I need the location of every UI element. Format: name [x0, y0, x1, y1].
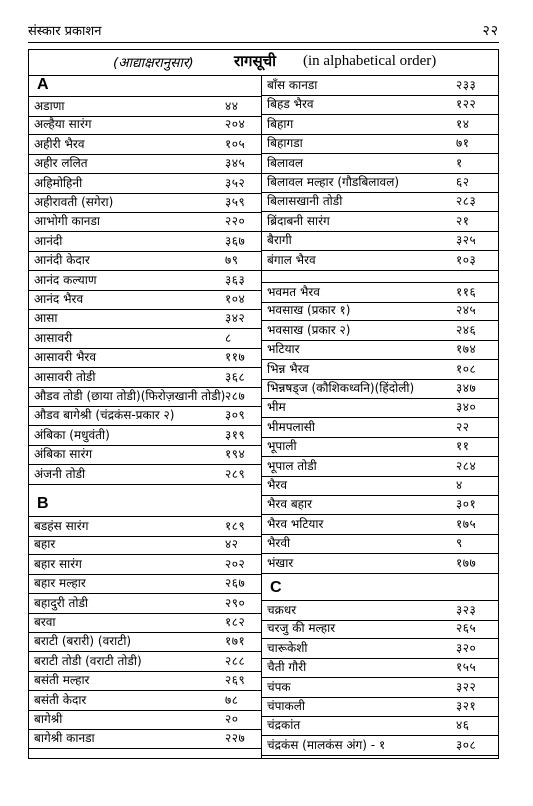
page-ref: १०३ [456, 252, 477, 267]
raga-name: बैरागी [267, 233, 292, 248]
page-ref: ४६ [456, 718, 470, 733]
raga-name: भूपाली [267, 439, 297, 454]
raga-name: भीमपलासी [267, 419, 316, 434]
index-entry [262, 716, 499, 736]
index-entry [29, 115, 261, 135]
page-ref: ८ [225, 330, 232, 345]
index-entry [29, 710, 261, 730]
index-entry [262, 398, 499, 418]
index-title: रागसूची [234, 52, 277, 70]
page-ref: २२० [225, 214, 246, 229]
raga-name: बसंती मल्हार [34, 673, 90, 688]
page-ref: ७८ [225, 692, 239, 707]
index-entry [29, 406, 261, 426]
left-column [29, 76, 261, 758]
page-ref: २६५ [456, 621, 477, 636]
raga-name: अहीरावती (सगेरा) [34, 195, 114, 209]
page-ref: ३४५ [225, 156, 246, 171]
raga-name: आसावरी तोडी [34, 369, 96, 384]
page-ref: २८८ [225, 653, 246, 668]
page-ref: २३३ [456, 78, 477, 92]
raga-name: बहार सारंग [34, 556, 82, 571]
index-entry [29, 465, 261, 485]
raga-name: भैरव [267, 478, 288, 492]
index-entry [29, 348, 261, 368]
page-ref: ४२ [225, 537, 239, 552]
raga-name: अहीरी भैरव [34, 136, 85, 151]
page-ref: २०२ [225, 556, 246, 571]
index-entry [262, 231, 499, 251]
page-ref: २२ [456, 419, 470, 434]
raga-name: भिन्नषड्ज (कौशिकध्वनि)(हिंदोली) [267, 381, 415, 395]
index-entry [29, 516, 261, 537]
raga-name: बराटी तोडी (वराटी तोडी) [34, 653, 142, 668]
page-ref: २४६ [456, 322, 477, 337]
page-ref: १७१ [225, 634, 246, 649]
index-entry [262, 736, 499, 756]
index-entry [29, 632, 261, 652]
raga-name: चंद्रकांत [267, 718, 301, 733]
raga-name: बराटी (बरारी) (वराटी) [34, 634, 132, 649]
page-ref: २८३ [456, 194, 477, 209]
index-entry [29, 232, 261, 252]
page-ref: ३६७ [225, 233, 246, 248]
page-ref: २८७ [225, 389, 246, 403]
raga-name: आसावरी [34, 330, 73, 345]
page-ref: ३०१ [456, 497, 477, 512]
index-entry [262, 340, 499, 360]
raga-name: बहार [34, 537, 56, 552]
index-entry [29, 271, 261, 291]
raga-name: बिलावल मल्हार (गौडबिलावल) [267, 175, 400, 189]
page-ref: २४५ [456, 303, 477, 318]
index-entry [29, 174, 261, 194]
index-entry [262, 678, 499, 698]
index-entry [29, 135, 261, 155]
raga-name: बिलावल [267, 155, 304, 170]
index-entry [262, 251, 499, 271]
page-ref: ३४७ [456, 381, 477, 395]
raga-name: बडहंस सारंग [34, 519, 89, 533]
index-entry [262, 457, 499, 477]
publisher-name: संस्कार प्रकाशन [28, 24, 102, 39]
index-entry [29, 368, 261, 388]
page-ref: २६७ [225, 576, 246, 591]
page-ref: ३२२ [456, 679, 477, 694]
page-ref: ९ [456, 536, 463, 551]
right-column [262, 76, 499, 758]
raga-name: चंपक [267, 679, 291, 694]
raga-name: अल्हैया सारंग [34, 117, 92, 132]
raga-name: बागेश्री [34, 712, 63, 726]
index-entry [262, 321, 499, 341]
index-entry [262, 600, 499, 621]
index-entry [262, 379, 499, 399]
index-entry [262, 212, 499, 232]
page-ref: ६२ [456, 175, 470, 189]
raga-name: चारूकेशी [267, 640, 308, 655]
raga-name: भवमत भैरव [267, 285, 320, 299]
raga-name: भंखार [267, 555, 294, 570]
index-entry [262, 495, 499, 515]
title-english-note: (in alphabetical order) [303, 53, 437, 69]
section-letter: C [270, 579, 282, 596]
raga-name: भैरवी [267, 536, 291, 551]
page-ref: २९० [225, 595, 246, 610]
page-ref: ३५९ [225, 195, 246, 209]
index-entry [29, 212, 261, 232]
index-entry [29, 445, 261, 465]
index-title-row [29, 50, 498, 76]
raga-name: भैरव भटियार [267, 516, 324, 531]
raga-name: भवसाख (प्रकार २) [267, 322, 351, 337]
index-entry [29, 691, 261, 711]
page-ref: ३२३ [456, 603, 477, 617]
index-entry [262, 134, 499, 154]
page-ref: १ [456, 155, 463, 170]
page-ref: ३०८ [456, 737, 477, 752]
page-ref: ७९ [225, 253, 239, 268]
page-ref: ३१९ [225, 427, 246, 442]
page-ref: २०४ [225, 117, 246, 132]
raga-name: अहिमोहिनी [34, 175, 83, 190]
raga-name: भूपाल तोडी [267, 458, 317, 473]
index-entry [262, 115, 499, 135]
raga-index-table [28, 49, 499, 759]
raga-name: आसावरी भैरव [34, 350, 97, 365]
page-ref: ११६ [456, 285, 477, 299]
index-entry [262, 360, 499, 380]
page-ref: ११ [456, 439, 470, 454]
raga-name: भिन्न भैरव [267, 361, 310, 376]
raga-name: ब्रिंदाबनी सारंग [267, 213, 330, 228]
index-entry [29, 154, 261, 174]
page-ref: १७४ [456, 342, 477, 357]
raga-name: आसा [34, 311, 58, 326]
page-ref: ३५२ [225, 175, 246, 190]
index-entry [262, 437, 499, 457]
page-ref: २८९ [225, 466, 246, 481]
page-ref: १०८ [456, 361, 477, 376]
raga-name: आनंदी [34, 233, 63, 248]
index-entry [29, 594, 261, 614]
raga-name: आनंद भैरव [34, 292, 84, 306]
index-entry [262, 418, 499, 438]
index-entry [262, 476, 499, 496]
index-entry [29, 729, 261, 749]
page-ref: १२२ [456, 97, 477, 112]
index-entry [262, 515, 499, 535]
raga-name: चैती गौरी [267, 660, 307, 675]
page-ref: १०५ [225, 136, 246, 151]
page-ref: २१ [456, 213, 470, 228]
raga-name: अंबिका सारंग [34, 447, 93, 462]
page-ref: ३४२ [225, 311, 246, 326]
raga-name: अंजनी तोडी [34, 466, 86, 481]
index-entry [262, 76, 499, 96]
index-entry [29, 613, 261, 633]
raga-name: बिहाग [267, 116, 294, 131]
raga-name: भटियार [267, 342, 300, 357]
page-ref: १७५ [456, 516, 477, 531]
page-ref: १७७ [456, 555, 477, 570]
index-entry [29, 671, 261, 691]
raga-name: आभोगी कानडा [34, 214, 100, 229]
page-ref: ३२० [456, 640, 477, 655]
page-ref: २६९ [225, 673, 246, 688]
page-ref: ४ [456, 478, 463, 492]
index-entry [262, 173, 499, 193]
raga-name: चरजु की मल्हार [267, 621, 336, 636]
index-entry [29, 555, 261, 575]
page-ref: २८४ [456, 458, 477, 473]
header-rule [28, 42, 499, 43]
raga-name: भीम [267, 400, 286, 415]
raga-name: अंबिका (मधुवंती) [34, 427, 110, 442]
page-ref: १९४ [225, 447, 246, 462]
section-letter: B [37, 495, 49, 512]
raga-name: औडव तोडी (छाया तोडी)(फिरोज़खानी तोडी) [34, 389, 226, 403]
raga-name: औडव बागेश्री (चंद्रकंस-प्रकार २) [34, 408, 175, 423]
raga-name: बागेश्री कानडा [34, 731, 95, 746]
section-letter: A [37, 76, 49, 93]
raga-name: बिहड भैरव [267, 97, 314, 112]
page-ref: २२७ [225, 731, 246, 746]
raga-name: चंद्रकंस (मालकंस अंग) - १ [267, 737, 386, 752]
index-entry [262, 639, 499, 659]
raga-name: अडाणा [34, 99, 65, 113]
title-alphabetical-note: (आद्याक्षरानुसार) [113, 55, 194, 71]
raga-name: बिहागडा [267, 136, 303, 151]
page-ref: ७१ [456, 136, 470, 151]
index-entry [29, 426, 261, 446]
page-ref: १८९ [225, 519, 246, 533]
index-entry [29, 574, 261, 594]
raga-name: बहार मल्हार [34, 576, 86, 591]
page-ref: ३४० [456, 400, 477, 415]
raga-name: बरवा [34, 615, 56, 629]
raga-name: बसंती केदार [34, 692, 87, 707]
page-ref: १५५ [456, 660, 477, 675]
raga-name: बंगाल भैरव [267, 252, 316, 267]
index-entry [262, 658, 499, 678]
index-entry [262, 95, 499, 115]
index-entry [29, 309, 261, 329]
raga-name: आनंदी केदार [34, 253, 90, 268]
index-entry [262, 192, 499, 212]
raga-name: आनंद कल्याण [34, 272, 97, 287]
page-ref: ३६८ [225, 369, 246, 384]
index-entry [262, 282, 499, 303]
index-entry [262, 697, 499, 717]
raga-name: बिलासखानी तोडी [267, 194, 343, 209]
page-ref: ३०९ [225, 408, 246, 423]
index-entry [262, 554, 499, 574]
page-ref: ३६३ [225, 272, 246, 287]
raga-name: अहीर ललित [34, 156, 88, 171]
raga-name: चंपाकली [267, 699, 306, 713]
index-entry [29, 96, 261, 117]
index-entry [29, 387, 261, 407]
index-entry [29, 329, 261, 349]
raga-name: बहादुरी तोडी [34, 595, 89, 610]
page-number: २२ [482, 22, 499, 39]
raga-name: चक्रधर [267, 603, 297, 617]
index-entry [262, 301, 499, 321]
page-ref: ४४ [225, 99, 239, 113]
page-ref: १०४ [225, 292, 246, 306]
index-entry [29, 652, 261, 672]
page-ref: ३२५ [456, 233, 477, 248]
index-entry [29, 251, 261, 271]
page-ref: ३२१ [456, 699, 477, 713]
raga-name: भैरव बहार [267, 497, 313, 512]
index-entry [262, 154, 499, 174]
page-ref: १८२ [225, 615, 246, 629]
page-ref: २० [225, 712, 239, 726]
index-entry [29, 290, 261, 310]
index-entry [29, 535, 261, 555]
raga-name: बाँस कानडा [267, 78, 318, 92]
raga-name: भवसाख (प्रकार १) [267, 303, 351, 318]
page-ref: १४ [456, 116, 470, 131]
index-entry [29, 193, 261, 213]
index-entry [262, 619, 499, 639]
index-entry [262, 534, 499, 554]
page-ref: ११७ [225, 350, 246, 365]
running-head [28, 20, 499, 40]
